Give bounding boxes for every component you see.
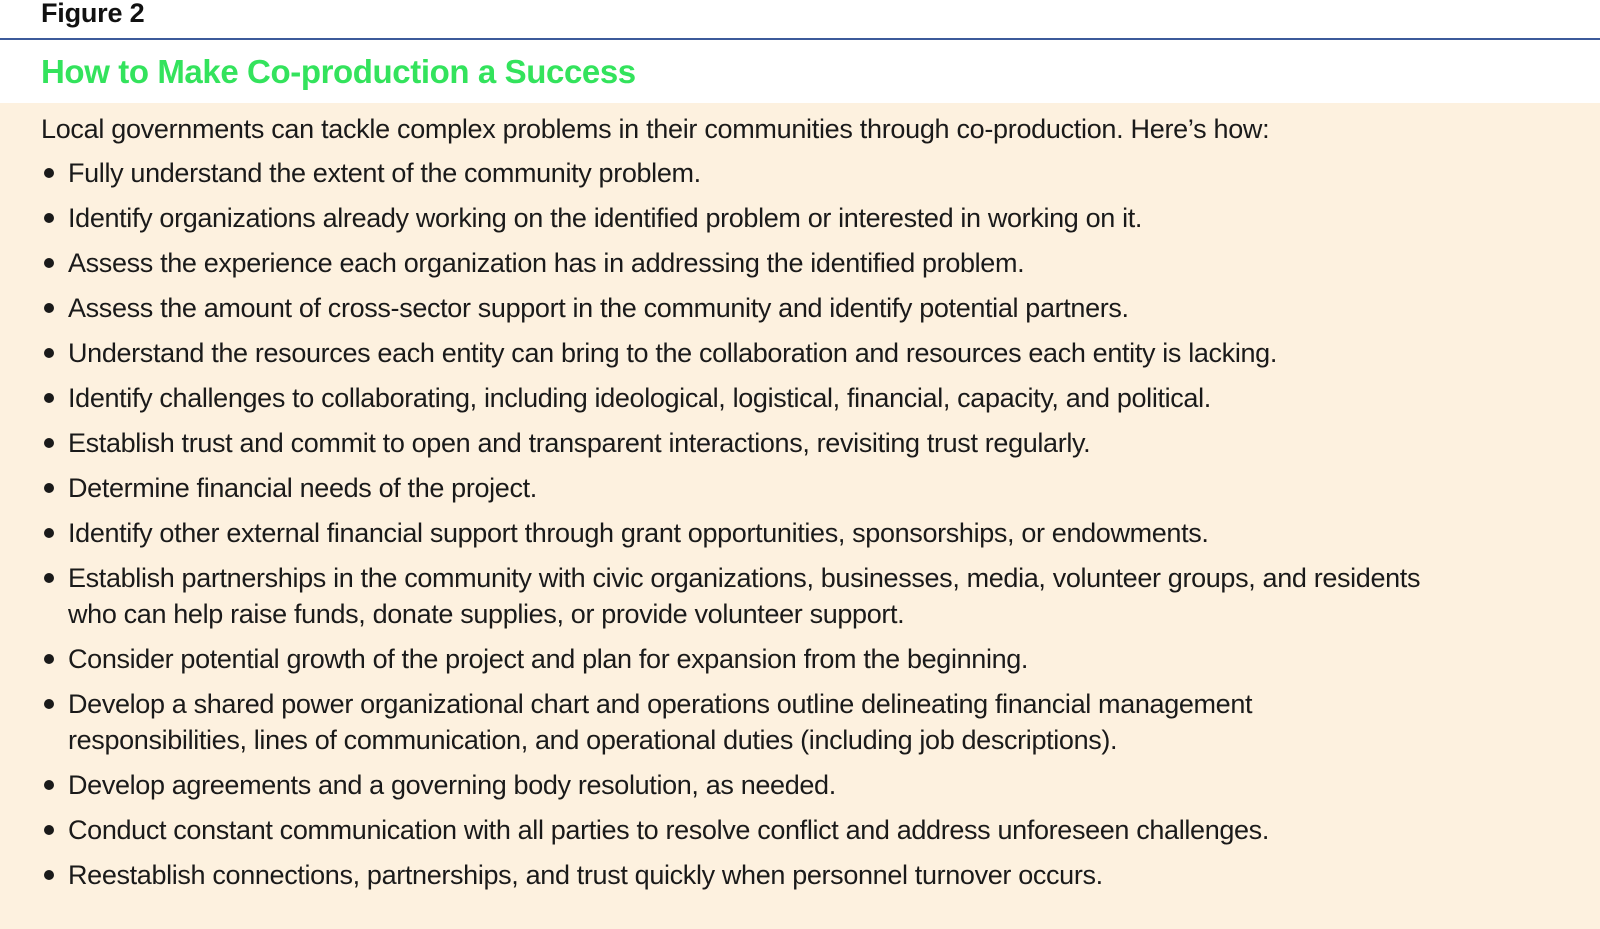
list-item-text: Determine financial needs of the project. xyxy=(68,473,537,503)
list-item xyxy=(41,155,1581,191)
list-item xyxy=(41,812,1581,848)
list-item-text: responsibilities, lines of communication, and operational duties (including job descriptions). xyxy=(68,725,1118,755)
list-item xyxy=(41,641,1581,677)
bullet-icon xyxy=(44,699,54,709)
list-item-text: Fully understand the extent of the community problem. xyxy=(68,158,701,188)
list-item xyxy=(41,200,1581,236)
bullet-icon xyxy=(44,573,54,583)
list-item xyxy=(41,686,1581,758)
list-item-text: Consider potential growth of the project and plan for expansion from the beginning. xyxy=(68,644,1029,674)
bullet-icon xyxy=(44,825,54,835)
figure-label: Figure 2 xyxy=(41,0,145,28)
bullet-icon xyxy=(44,780,54,790)
list-item xyxy=(41,767,1581,803)
list-item-text: Identify other external financial support through grant opportunities, sponsorships, or endowments. xyxy=(68,518,1209,548)
list-item-text: Understand the resources each entity can bring to the collaboration and resources each entity is lacking. xyxy=(68,338,1277,368)
list-item xyxy=(41,380,1581,416)
list-item xyxy=(41,515,1581,551)
bullet-icon xyxy=(44,348,54,358)
bullet-icon xyxy=(44,213,54,223)
bullet-icon xyxy=(44,303,54,313)
list-item-text: Identify challenges to collaborating, including ideological, logistical, financial, capacity, and political. xyxy=(68,383,1211,413)
list-item-text: Establish trust and commit to open and transparent interactions, revisiting trust regularly. xyxy=(68,428,1091,458)
list-item-text: Assess the experience each organization has in addressing the identified problem. xyxy=(68,248,1025,278)
list-item xyxy=(41,290,1581,326)
list-item-text: Establish partnerships in the community with civic organizations, businesses, media, volunteer groups, and residents xyxy=(68,563,1421,593)
bullet-icon xyxy=(44,870,54,880)
intro-text: Local governments can tackle complex problems in their communities through co-production. Here’s how: xyxy=(41,114,1270,144)
list-item xyxy=(41,560,1581,632)
list-item xyxy=(41,335,1581,371)
list-item xyxy=(41,857,1581,893)
list-item-text: Conduct constant communication with all parties to resolve conflict and address unforeseen challenges. xyxy=(68,815,1269,845)
bullet-icon xyxy=(44,258,54,268)
bullet-icon xyxy=(44,528,54,538)
list-item-text: Develop a shared power organizational chart and operations outline delineating financial management xyxy=(68,689,1253,719)
bullet-icon xyxy=(44,438,54,448)
list-item xyxy=(41,425,1581,461)
bullet-icon xyxy=(44,483,54,493)
header-rule xyxy=(0,38,1600,40)
list-item xyxy=(41,470,1581,506)
list-item-text: Develop agreements and a governing body resolution, as needed. xyxy=(68,770,836,800)
bullet-icon xyxy=(44,654,54,664)
figure-title: How to Make Co-production a Success xyxy=(41,53,636,90)
bullet-icon xyxy=(44,393,54,403)
list-item-text: Identify organizations already working on the identified problem or interested in working on it. xyxy=(68,203,1143,233)
bullet-icon xyxy=(44,168,54,178)
list-item-text: Assess the amount of cross-sector support in the community and identify potential partners. xyxy=(68,293,1129,323)
list-item xyxy=(41,245,1581,281)
list-item-text: who can help raise funds, donate supplies, or provide volunteer support. xyxy=(68,599,905,629)
list-item-text: Reestablish connections, partnerships, and trust quickly when personnel turnover occurs. xyxy=(68,860,1103,890)
